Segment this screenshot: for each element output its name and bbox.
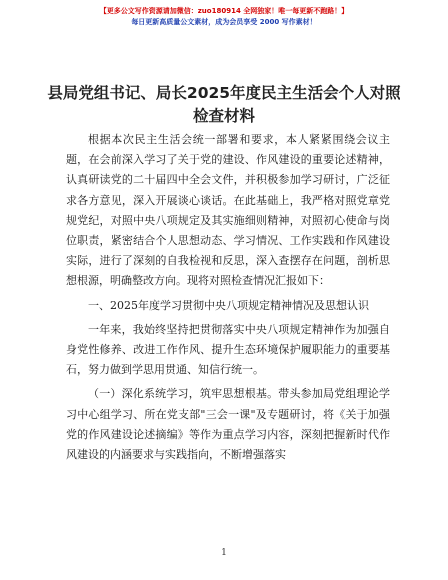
section-heading-1: 一、2025年度学习贯彻中央八项规定精神情况及思想认识: [88, 298, 369, 312]
promo-banner-line-2: 每日更新高质量公文素材，成为会员享受 2000 写作素材！: [131, 18, 317, 26]
section-1-paragraph: 一年来，我始终坚持把贯彻落实中央八项规定精神作为加强自身党性修养、改进工作作风、提升生态环境保护履职能力的重要基石，努力做到学思用贯通、知信行统一。: [66, 322, 390, 377]
promo-banner: [0, 6, 448, 28]
promo-banner-line-1: 【更多公文写作资源请加微信：zuo180914 全网独家！唯一每更新不跑路！】: [99, 7, 349, 15]
subsection-1-paragraph: （一）深化系统学习，筑牢思想根基。带头参加局党组理论学习中心组学习、所在党支部"三会一课"及专题研讨，将《关于加强党的作风建设论述摘编》等作为重点学习内容，深刻把握新时代作风建设的内涵要求与实践指向，不断增强落实: [66, 387, 390, 462]
page-number: 1: [221, 548, 227, 558]
intro-paragraph: 根据本次民主生活会统一部署和要求，本人紧紧围绕会议主题，在会前深入学习了关于党的建设、作风建设的重要论述精神，认真研读党的二十届四中全会文件，并积极参加学习研讨，广泛征求各方意见，深入开展谈心谈话。在此基础上，我严格对照党章党规党纪，对照中央八项规定及其实施细则精神，对照初心使命与岗位职责，紧密结合个人思想动态、学习情况、工作实践和作风建设实际，进行了深刻的自我检视和反思，深入查摆存在问题，剖析思想根源，明确整改方向。现将对照检查情况汇报如下：: [66, 133, 390, 288]
document-body: [66, 130, 390, 469]
document-title: 县局党组书记、局长2025年度民主生活会个人对照检查材料: [47, 84, 401, 125]
